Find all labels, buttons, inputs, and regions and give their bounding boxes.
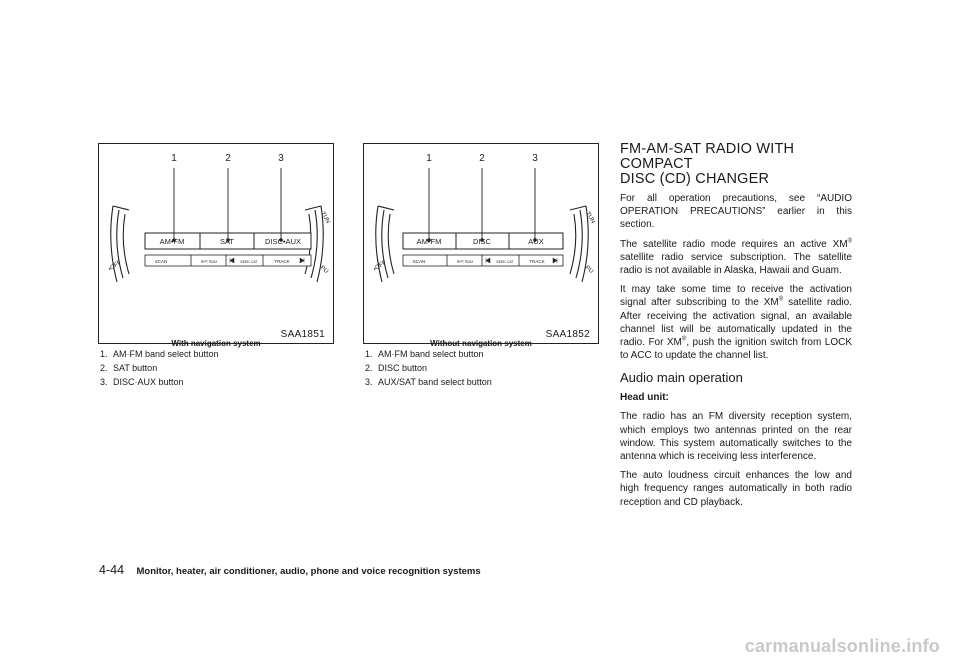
disc-button: DISC [473,237,491,246]
chapter-title: Monitor, heater, air conditioner, audio, phone and voice recognition systems [136,566,481,577]
paragraph: The radio has an FM diversity reception system, which employs two antennas printed on the rear window. This system automatically switches to the antenna which is receiving less interference. [620,411,852,463]
paragraph: The auto loudness circuit enhances the low and high frequency ranges automatically in both radio reception and CD playback. [620,470,852,508]
seek-cat-button: SEEK CAT [240,260,258,264]
figure-legend [365,347,492,389]
off-label: •OFF [372,259,388,273]
paragraph: It may take some time to receive the activation signal after subscribing to the XM® satellite radio. After receiving the activation signal, an available channel list will be automatically updated in the radio. For XM®, push the ignition switch from LOCK to ACC to update the channel list. [620,284,853,362]
seek-cat-button: SEEK CAT [496,260,514,264]
sat-button: SAT [219,237,235,246]
figure-with-navigation [98,143,334,344]
watermark: carmanualsonline.info [744,636,940,656]
push-label: PU [583,264,594,275]
figure-legend [100,347,219,389]
head-unit-illustration [99,144,335,345]
head-unit-illustration [364,144,600,345]
figure-code: SAA1852 [545,329,590,340]
page-footer [99,561,481,579]
callout-2: 2 [479,153,485,164]
legend-item: 1. AM·FM band select button [100,349,219,359]
callout-1: 1 [171,153,177,164]
page-number: 4-44 [99,563,125,577]
paragraph: The satellite radio mode requires an active XM® satellite radio service subscription. The satellite radio is not available in Alaska, Hawaii and Guam. [620,238,852,277]
scan-button: SCAN [412,259,426,264]
figure-without-navigation [363,143,599,344]
legend-item: 2. SAT button [100,363,158,373]
legend-item: 3. AUX/SAT band select button [365,377,492,387]
aux-button: AUX [528,237,544,246]
section-title: FM-AM-SAT RADIO WITH COMPACT DISC (CD) CHANGER [620,141,795,187]
callout-3: 3 [278,153,284,164]
tune-label: TUN [319,211,331,225]
track-button: TRACK [529,259,545,264]
rpt-rdm-button: RPT RDM [456,260,474,264]
figure-code: SAA1851 [280,329,325,340]
tune-label: TUN [584,211,596,225]
subsection-title: Audio main operation [620,370,743,386]
callout-3: 3 [532,153,538,164]
section-column [620,142,852,515]
figure-caption: With navigation system [171,339,261,348]
callout-2: 2 [225,153,231,164]
head-unit-label: Head unit: [620,392,669,404]
legend-item: 3. DISC·AUX button [100,377,184,387]
disc-aux-button: DISC•AUX [265,237,301,246]
figure-caption: Without navigation system [430,339,532,348]
am-fm-button: AM•FM [416,237,442,246]
am-fm-button: AM•FM [159,237,185,246]
rpt-rdm-button: RPT RDM [200,260,218,264]
scan-button: SCAN [154,259,168,264]
paragraph: For all operation precautions, see “AUDIO OPERATION PRECAUTIONS” earlier in this section. [620,193,852,231]
callout-1: 1 [426,153,432,164]
push-label: PU [318,264,329,275]
legend-item: 1. AM·FM band select button [365,349,484,359]
legend-item: 2. DISC button [365,363,428,373]
track-button: TRACK [274,259,290,264]
off-label: •OFF [107,259,123,273]
